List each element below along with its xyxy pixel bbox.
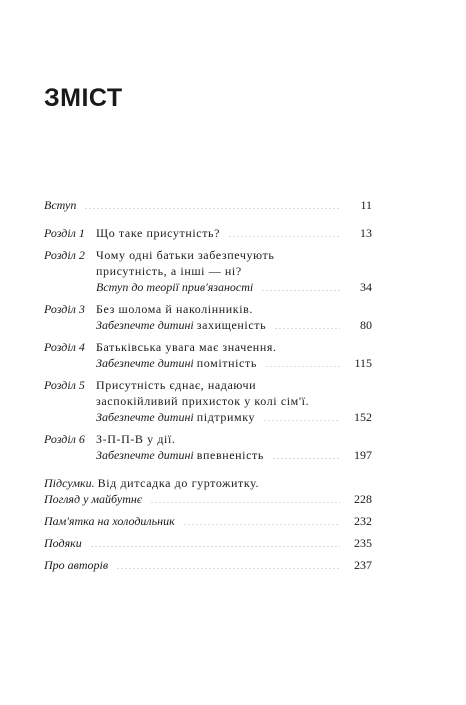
toc-entry-chapter-4[interactable] bbox=[44, 339, 372, 355]
chapter-subtitle: Забезпечте дитині bbox=[96, 318, 194, 332]
chapter-subtitle: Забезпечте дитині bbox=[96, 356, 194, 370]
chapter-subtitle-keyword: підтримку bbox=[196, 410, 256, 424]
page-number: 197 bbox=[354, 448, 372, 462]
toc-entry-chapter-1[interactable] bbox=[44, 225, 372, 241]
summary-title: Від дитсадка до гуртожитку. bbox=[97, 476, 260, 490]
dot-leader bbox=[272, 458, 340, 459]
chapter-title-line-1: Чому одні батьки забезпечують bbox=[96, 248, 275, 262]
chapter-label: Розділ 2 bbox=[44, 248, 85, 262]
dot-leader bbox=[116, 568, 340, 569]
toc-entry-title: Погляд у майбутнє bbox=[44, 492, 143, 506]
toc-entry-chapter-6[interactable] bbox=[44, 431, 372, 447]
dot-leader bbox=[183, 524, 340, 525]
page-number: 237 bbox=[354, 558, 372, 572]
page-number: 232 bbox=[354, 514, 372, 528]
toc-entry-chapter-3[interactable] bbox=[44, 301, 372, 317]
toc-entry-thanks[interactable] bbox=[44, 535, 372, 551]
chapter-label: Розділ 5 bbox=[44, 378, 85, 392]
toc-entry-chapter-5[interactable] bbox=[44, 377, 372, 393]
page-number: 152 bbox=[354, 410, 372, 424]
chapter-subtitle: Вступ до теорії прив'язаності bbox=[96, 280, 254, 294]
toc-entry-summary[interactable] bbox=[44, 475, 372, 491]
page-number: 228 bbox=[354, 492, 372, 506]
dot-leader bbox=[150, 502, 340, 503]
page-number: 34 bbox=[360, 280, 372, 294]
chapter-subtitle-keyword: помітність bbox=[196, 356, 257, 370]
chapter-title-line-1: Присутність єднає, надаючи bbox=[96, 378, 257, 392]
chapter-title-line-2: присутність, а інші — ні? bbox=[96, 264, 242, 278]
chapter-label: Розділ 1 bbox=[44, 226, 85, 240]
page-number: 13 bbox=[360, 226, 372, 240]
page-number: 115 bbox=[354, 356, 372, 370]
page-number: 11 bbox=[360, 198, 372, 212]
table-of-contents bbox=[44, 197, 372, 573]
toc-entry-fridge[interactable] bbox=[44, 513, 372, 529]
chapter-label: Розділ 6 bbox=[44, 432, 85, 446]
chapter-subtitle-keyword: захищеність bbox=[196, 318, 267, 332]
dot-leader bbox=[90, 546, 340, 547]
dot-leader bbox=[84, 208, 340, 209]
toc-entry-title: Пам'ятка на холодильник bbox=[44, 514, 175, 528]
toc-entry-intro[interactable] bbox=[44, 197, 372, 213]
dot-leader bbox=[274, 328, 340, 329]
toc-entry-title: Подяки bbox=[44, 536, 82, 550]
dot-leader bbox=[263, 420, 340, 421]
chapter-label: Розділ 4 bbox=[44, 340, 85, 354]
dot-leader bbox=[261, 290, 340, 291]
toc-entry-authors[interactable] bbox=[44, 557, 372, 573]
chapter-title: З-П-П-В у дії. bbox=[96, 432, 176, 446]
page-title: ЗМІСТ bbox=[44, 84, 123, 112]
page-number: 235 bbox=[354, 536, 372, 550]
chapter-title: Без шолома й наколінників. bbox=[96, 302, 254, 316]
chapter-title: Що таке присутність? bbox=[96, 226, 221, 240]
toc-entry-chapter-2[interactable] bbox=[44, 247, 372, 263]
chapter-subtitle: Забезпечте дитині bbox=[96, 448, 194, 462]
toc-entry-future[interactable] bbox=[44, 491, 372, 507]
chapter-subtitle-keyword: впевненість bbox=[196, 448, 264, 462]
dot-leader bbox=[228, 236, 340, 237]
chapter-label: Розділ 3 bbox=[44, 302, 85, 316]
page-number: 80 bbox=[360, 318, 372, 332]
chapter-subtitle: Забезпечте дитині bbox=[96, 410, 194, 424]
chapter-title-line-2: заспокійливий прихисток у колі сім'ї. bbox=[96, 394, 310, 408]
toc-entry-title: Вступ bbox=[44, 198, 77, 212]
dot-leader bbox=[265, 366, 340, 367]
toc-entry-title: Про авторів bbox=[44, 558, 109, 572]
summary-label: Підсумки. bbox=[44, 476, 95, 490]
chapter-title: Батьківська увага має значення. bbox=[96, 340, 277, 354]
